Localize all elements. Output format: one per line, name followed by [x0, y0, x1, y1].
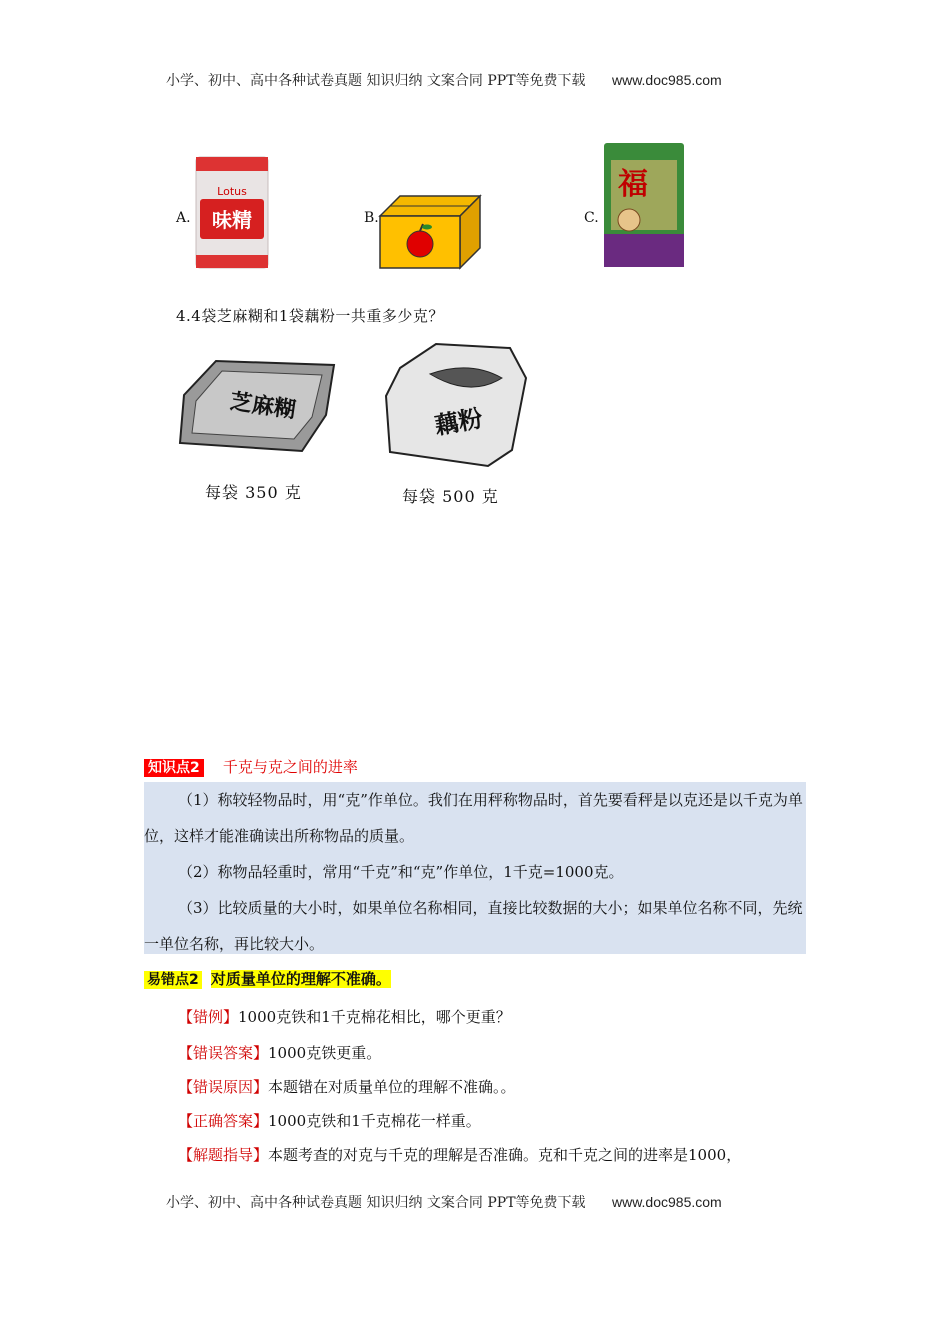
header-text: 小学、初中、高中各种试卷真题 知识归纳 文案合同 PPT等免费下载: [166, 73, 586, 89]
row-label: 【正确答案】: [178, 1112, 269, 1130]
option-a-label: A.: [176, 210, 191, 226]
mistake-row-example: [178, 1006, 511, 1027]
sesame-caption: 每袋 350 克: [205, 483, 302, 502]
mistake-row-correct-answer: [178, 1110, 481, 1131]
row-label: 【错误原因】: [178, 1078, 269, 1096]
knowledge-para-1: （1）称较轻物品时，用“克”作单位。我们在用秤称物品时，首先要看秤是以克还是以千克为单位，这样才能准确读出所称物品的质量。: [144, 791, 803, 845]
knowledge-para-2: （2）称物品轻重时，常用“千克”和“克”作单位，1千克=1000克。: [178, 863, 624, 881]
page-footer: [166, 1192, 722, 1212]
header-url[interactable]: www.doc985.com: [611, 72, 722, 88]
row-text: 1000克铁更重。: [268, 1044, 382, 1062]
row-label: 【解题指导】: [178, 1146, 269, 1164]
option-c-label: C.: [584, 210, 599, 226]
msg-bag-image: [194, 155, 270, 270]
msg-bag-brand: Lotus: [217, 185, 247, 198]
mistake-point-heading: [144, 968, 391, 989]
msg-bag-text: 味精: [212, 208, 252, 232]
question-4: 4.4袋芝麻糊和1袋藕粉一共重多少克？: [176, 307, 444, 325]
mistake-row-wrong-answer: [178, 1042, 381, 1063]
row-text: 本题错在对质量单位的理解不准确。。: [268, 1078, 516, 1096]
knowledge-point-title: 千克与克之间的进率: [222, 758, 358, 776]
footer-url[interactable]: www.doc985.com: [611, 1194, 722, 1210]
mistake-row-guidance: [178, 1144, 741, 1165]
footer-text: 小学、初中、高中各种试卷真题 知识归纳 文案合同 PPT等免费下载: [166, 1195, 586, 1211]
knowledge-para-3: （3）比较质量的大小时，如果单位名称相同，直接比较数据的大小；如果单位名称不同，先统一单位名称，再比较大小。: [144, 899, 803, 953]
row-text: 1000克铁和1千克棉花相比，哪个更重？: [238, 1008, 511, 1026]
knowledge-point-heading: [144, 756, 358, 777]
row-text: 1000克铁和1千克棉花一样重。: [268, 1112, 481, 1130]
apple-box-image: [378, 194, 482, 270]
lotus-powder-bag-label: 藕粉: [432, 404, 485, 441]
sesame-bag-image: [176, 355, 341, 455]
row-text: 本题考查的对克与千克的理解是否准确。克和千克之间的进率是1000，: [268, 1146, 742, 1164]
sesame-bag-label: 芝麻糊: [228, 389, 298, 424]
row-label: 【错例】: [178, 1008, 239, 1026]
lotus-powder-caption: 每袋 500 克: [402, 487, 499, 506]
option-b-label: B.: [364, 210, 379, 226]
page-header: [166, 70, 722, 90]
mistake-point-title: 对质量单位的理解不准确。: [210, 970, 391, 988]
knowledge-point-tag: 知识点2: [144, 759, 204, 777]
mistake-point-tag: 易错点2: [144, 971, 202, 989]
row-label: 【错误答案】: [178, 1044, 269, 1062]
lotus-powder-bag-image: [380, 338, 530, 470]
flour-bag-image: [603, 142, 685, 268]
flour-bag-text: 福: [618, 167, 648, 202]
knowledge-box: [144, 782, 806, 954]
mistake-row-reason: [178, 1076, 516, 1097]
